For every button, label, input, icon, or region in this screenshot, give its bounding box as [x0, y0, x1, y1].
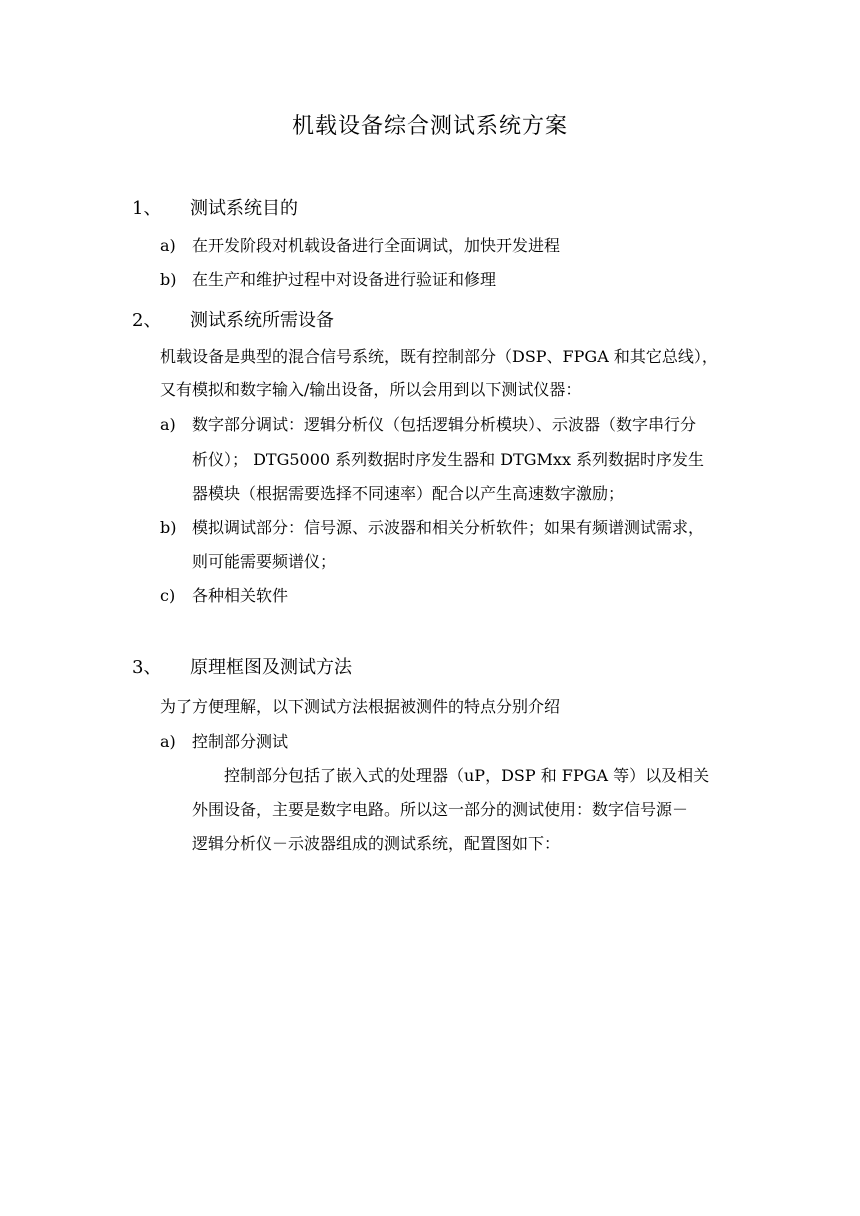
section-number: 1、 [132, 198, 162, 219]
section-number: 2、 [132, 310, 162, 331]
list-marker: c) [160, 586, 176, 605]
list-item-text: 析仪）； DTG5000 系列数据时序发生器和 DTGMxx 系列数据时序发生 [192, 450, 705, 469]
section-1-heading [132, 196, 298, 222]
list-item-text: 控制部分测试 [192, 732, 289, 751]
paragraph-line: 逻辑分析仪－示波器组成的测试系统，配置图如下： [192, 834, 561, 853]
list-marker: a) [160, 236, 176, 255]
list-item-text: 则可能需要频谱仪； [192, 552, 337, 571]
section-3-heading [132, 655, 352, 681]
paragraph-line: 机载设备是典型的混合信号系统，既有控制部分（DSP、FPGA 和其它总线）， [160, 347, 718, 366]
paragraph-line: 又有模拟和数字输入/输出设备，所以会用到以下测试仪器： [160, 380, 582, 399]
list-item-text: 数字部分调试：逻辑分析仪（包括逻辑分析模块）、示波器（数字串行分 [192, 415, 697, 434]
list-marker: b) [160, 270, 177, 289]
document-title: 机载设备综合测试系统方案 [291, 114, 568, 139]
list-item-text: 各种相关软件 [192, 586, 289, 605]
section-number: 3、 [132, 657, 162, 678]
list-item-text: 器模块（根据需要选择不同速率）配合以产生高速数字激励； [192, 484, 625, 503]
list-item-text: 在生产和维护过程中对设备进行验证和修理 [192, 270, 497, 289]
list-marker: b) [160, 518, 177, 537]
list-item-text: 在开发阶段对机载设备进行全面调试，加快开发进程 [192, 236, 561, 255]
paragraph-line: 外围设备，主要是数字电路。所以这一部分的测试使用：数字信号源－ [192, 800, 689, 819]
list-marker: a) [160, 415, 176, 434]
list-marker: a) [160, 732, 176, 751]
section-2-heading [132, 308, 334, 334]
paragraph-line: 控制部分包括了嵌入式的处理器（uP，DSP 和 FPGA 等）以及相关 [224, 766, 710, 785]
section-title: 测试系统目的 [190, 198, 298, 219]
section-title: 测试系统所需设备 [190, 310, 334, 331]
section-title: 原理框图及测试方法 [190, 657, 352, 678]
list-item-text: 模拟调试部分：信号源、示波器和相关分析软件；如果有频谱测试需求， [192, 518, 705, 537]
paragraph-line: 为了方便理解，以下测试方法根据被测件的特点分别介绍 [160, 697, 561, 716]
